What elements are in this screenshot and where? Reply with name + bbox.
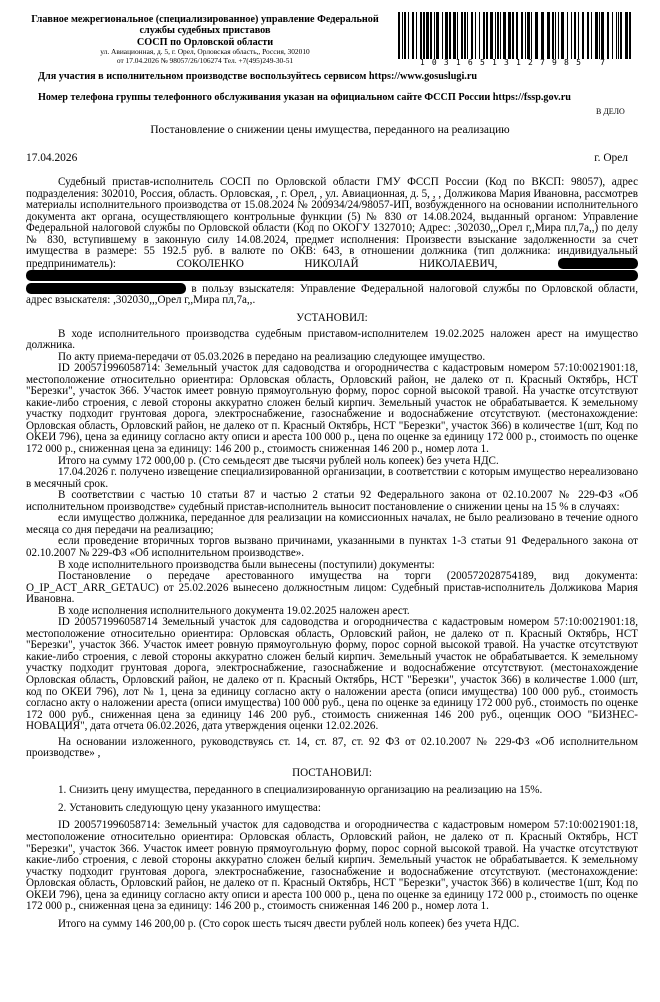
intro-paragraph [26,177,638,307]
paragraph: Постановление о передаче арестованного имущества на торги (200572028754189, вид документа: O_IP_ACT_ARR_GETAUC) от 25.02.2026 вынесено должностным лицом: Судебный пристав-исполнитель Должикова Мария Ивановна. [26,570,638,606]
barcode-bar [464,12,466,59]
paragraph: если имущество должника, переданное для реализации на комиссионных началах, не было реализовано в течение одного месяца со дня передачи на реализацию; [26,512,638,536]
barcode-bar [449,12,451,59]
paragraph: В соответствии с частью 10 статьи 87 и частью 2 статьи 92 Федерального закона от 02.10.2007 № 229-ФЗ «Об исполнительном производстве» судебный пристав-исполнитель выносит постановление о снижении цены на 15 % в случаях: [26,489,638,513]
barcode-bar [541,12,544,59]
barcode-bar [555,12,556,59]
barcode-bar [486,12,488,59]
barcode-bar [582,12,584,59]
paragraph: В ходе исполнительного производства были вынесены (поступили) документы: [58,558,435,571]
paragraph: ID 200571996058714 Земельный участок для садоводства и огородничества с кадастровым номером 57:10:0021901:18, местоположение относительно ориентира: Орловская область, Орловский район, не далеко от п. Красный Октябрь, НСТ "Березки", участок 366. Участок имеет ровную прямоугольную форму, порос сорной высокой травой. На участке отсутствуют какие-либо строения, с левой стороны аккуратно сложен белый кирпич. Земельный участок не обрабатывается. К земельному участку подходит грунтовая дорога, электроснабжение, газоснабжение и водоснабжение отсутствуют. (местонахождение Орловская область, Орловский район, не далеко от п. Красный Октябрь, НСТ "Березки", участок 366) в количестве 1.000 (шт, код по ОКЕИ 796), лот № 1, цена за единицу согласно акту о наложении ареста (описи имущества) 100 000 руб., стоимость согласно акту о наложении ареста (описи имущества) 100 000 руб., цена по оценке за единицу 172 000 руб., стоимость по оценке 172 000 руб., сниженная цена за единицу 146 200 руб., стоимость сниженная 146 200 руб., оценщик ООО "БИЗНЕС-НОВАЦИЯ", дата отчета 06.02.2026, дата утверждения оценки 12.02.2026. [26,616,638,733]
barcode-bar [508,12,511,59]
org-phone: от 17.04.2026 № 98057/26/106274 Тел. +7(495)249-30-51 [116,55,294,65]
barcode-bar [599,12,600,59]
barcode-bar [479,12,480,59]
barcode-bar [416,12,417,59]
paragraph: На основании изложенного, руководствуясь ст. 14, ст. 87, ст. 92 ФЗ от 02.10.2007 № 229-ФЗ «Об исполнительном производстве» , [26,735,638,760]
barcode-bar [497,12,499,59]
barcode-bar [607,12,609,59]
org-name-line2: службы судебных приставов [139,25,271,37]
barcode-bar [561,12,564,59]
barcode-bar [525,12,526,59]
barcode-bar [625,12,628,59]
barcode-bar [612,12,613,59]
paragraph: По акту приема-передачи от 05.03.2026 в передано на реализацию следующее имущество. [58,350,486,363]
barcode-bar [587,12,589,59]
document-title: Постановление о снижении цены имущества, переданного на реализацию [150,124,510,136]
section-heading-postanovil: ПОСТАНОВИЛ: [292,766,372,779]
barcode-bar [547,12,550,59]
resolution-item: 2. Установить следующую цену указанного имущества: [58,801,321,814]
paragraph: 17.04.2026 г. получено извещение специализированной организации, в соответствии с которым имущество нереализовано в месячный срок. [26,466,638,490]
barcode-bar [503,12,506,59]
barcode-bar [574,12,576,59]
barcode-bar [426,12,429,59]
paragraph: В ходе исполнительного производства судебным приставом-исполнителем 19.02.2025 наложен арест на имущество должника. [26,327,638,352]
barcode-bar [558,12,559,59]
barcode-bar [531,12,532,59]
barcode-bar [423,12,425,59]
document-body [26,177,638,930]
barcode-bar [461,12,463,59]
barcode-bar [527,12,530,59]
barcode-bar [552,12,554,59]
redaction-mark [26,270,638,281]
barcode-bar [591,12,592,59]
barcode-bar [408,12,409,59]
barcode-bar [512,12,514,59]
barcode-bar [398,12,400,59]
org-name-line1: Главное межрегиональное (специализированное) управление Федеральной [31,14,379,25]
barcode-bar [430,12,432,59]
intro-text: Судебный пристав-исполнитель СОСП по Орловской области ГМУ ФССП России (Код по ВКСП: 98057), адрес подразделения: 302010, Россия, область. Орловская, , г. Орел, , ул. Авиационная, д. 5, , , Должикова Мария Ивановна, рассмотрев материалы исполнительного производства от 15.08.2024 № 200934/24/98057-ИП, возбужденного на основании исполнительного документа акт органа, осуществляющего контрольные функции (5) № 830 от 14.08.2024, выданный органом: Управление Федеральной налоговой службы по Орловской области (Код по ОКОГУ 1327010; Адрес: ,302030,,,Орел г,,Мира пл,7а,,) по делу № 830, вступившему в законную силу 14.08.2024, предмет исполнения: Произвести взыскание задолженности за счет имущества в размере: 55 192.5 руб. в валюте по ОКВ: 643, в отношении должника (тип должника: индивидуальный предприниматель): СОКОЛЕНКО НИКОЛАЙ НИКОЛАЕВИЧ, [26,176,638,270]
barcode-bar [595,12,598,59]
document-city: г. Орел [594,152,628,164]
barcode-bar [471,12,473,59]
resolution-item: ID 200571996058714: Земельный участок для садоводства и огородничества с кадастровым номером 57:10:0021901:18, местоположение относительно ориентира: Орловская область, Орловский район, не далеко от п. Красный Октябрь, НСТ "Березки", участок 366. Участок имеет ровную прямоугольную форму, порос сорной высокой травой. На участке отсутствуют какие-либо строения, с левой стороны аккуратно сложен белый кирпич. Земельный участок не обрабатывается. К земельному участку подходит грунтовая дорога, электроснабжение, газоснабжение и водоснабжение отсутствуют. (местонахождение: Орловская область, Орловский район, не далеко от п. Красный Октябрь, НСТ "Березки", участок 366) в количестве 1(шт, Код по ОКЕИ 796), цена за единицу согласно акту описи и ареста 100 000 р., цена по оценке за единицу 172 000 р., стоимость по оценке 172 000 р., сниженная цена за единицу: 146 200 р., стоимость сниженная 146 200 р., номер лота 1. [26,819,638,913]
barcode-bar [567,12,568,59]
barcode-bar [412,12,414,59]
barcode-bar [601,12,604,59]
barcode-bar [620,12,622,59]
barcode-bar [616,12,617,59]
resolution-item: 1. Снизить цену имущества, переданного в специализированную организацию на реализацию на 15%. [58,784,543,797]
barcode-bar [445,12,448,59]
document-date: 17.04.2026 [26,152,78,164]
issuer-header [20,14,390,65]
barcode-bar [521,12,523,59]
barcode-bar [495,12,496,59]
barcode-bar [535,12,538,59]
barcode-bar [490,12,493,59]
barcode-bar [500,12,501,59]
fssp-phone-notice: Номер телефона группы телефонного обслуживания указан на официальном сайте ФССП России https://fssp.gov.ru [38,92,571,103]
barcode-bar [453,12,456,59]
paragraph: Итого на сумму 172 000,00 р. (Сто семьдесят две тысячи рублей ноль копеек) без учета НДС. [58,454,499,467]
barcode-image [398,12,634,59]
redaction-mark [26,283,186,294]
barcode-bar [571,12,572,59]
barcode-bar [578,12,579,59]
barcode-bar [618,12,619,59]
barcode-bar [475,12,476,59]
barcode-bar [516,12,518,59]
v-delo-mark: В ДЕЛО [596,107,625,116]
gosuslugi-notice: Для участия в исполнительном производстве воспользуйтесь сервисом https://www.gosuslugi.ru [38,71,478,82]
barcode-bar [467,12,468,59]
barcode-bar [483,12,485,59]
barcode-bar [436,12,439,59]
paragraph: В ходе исполнения исполнительного документа 19.02.2025 наложен арест. [58,604,410,617]
barcode-bar [457,12,458,59]
barcode-bar [420,12,422,59]
barcode-number: 10316513127985 7 [419,58,613,67]
org-name-line3: СОСП по Орловской области [136,36,274,48]
resolution-total: Итого на сумму 146 200,00 р. (Сто сорок шесть тысяч двести рублей ноль копеек) без учета НДС. [58,917,520,930]
barcode-bar [402,12,403,59]
intro-text-creditor: в пользу взыскателя: Управление Федеральной налоговой службы по Орловской области, адрес взыскателя: ,302030,,,Орел г,,Мира пл,7а,,. [26,282,638,307]
paragraph: если проведение вторичных торгов вызвано причинами, указанными в пунктах 1-3 статьи 91 Федерального закона от 02.10.2007 № 229-ФЗ «Об исполнительном производстве». [26,535,638,559]
barcode-bar [434,12,435,59]
barcode-bar [629,12,631,59]
barcode-bar [442,12,443,59]
paragraph: ID 200571996058714: Земельный участок для садоводства и огородничества с кадастровым номером 57:10:0021901:18, местоположение относительно ориентира: Орловская область, Орловский район, не далеко от п. Красный Октябрь, НСТ "Березки", участок 366. Участок имеет ровную прямоугольную форму, порос сорной высокой травой. На участке отсутствуют какие-либо строения, с левой стороны аккуратно сложен белый кирпич. Земельный участок не обрабатывается. К земельному участку подходит грунтовая дорога, электроснабжение, газоснабжение и водоснабжение отсутствуют. (местонахождение: Орловская область, Орловский район, не далеко от п. Красный Октябрь, НСТ "Березки", участок 366) в количестве 1(шт, Код по ОКЕИ 796), цена за единицу согласно акту описи и ареста 100 000 р., цена по оценке за единицу 172 000 р., стоимость по оценке 172 000 р., сниженная цена за единицу: 146 200 р., стоимость сниженная 146 200 р., номер лота 1. [26,362,638,456]
section-heading-ustanovil: УСТАНОВИЛ: [296,312,368,325]
barcode-bar [404,12,406,59]
redaction-mark [558,258,638,269]
org-address: ул. Авиационная, д. 5, г. Орел, Орловская область,, Россия, 302010 [100,47,310,57]
